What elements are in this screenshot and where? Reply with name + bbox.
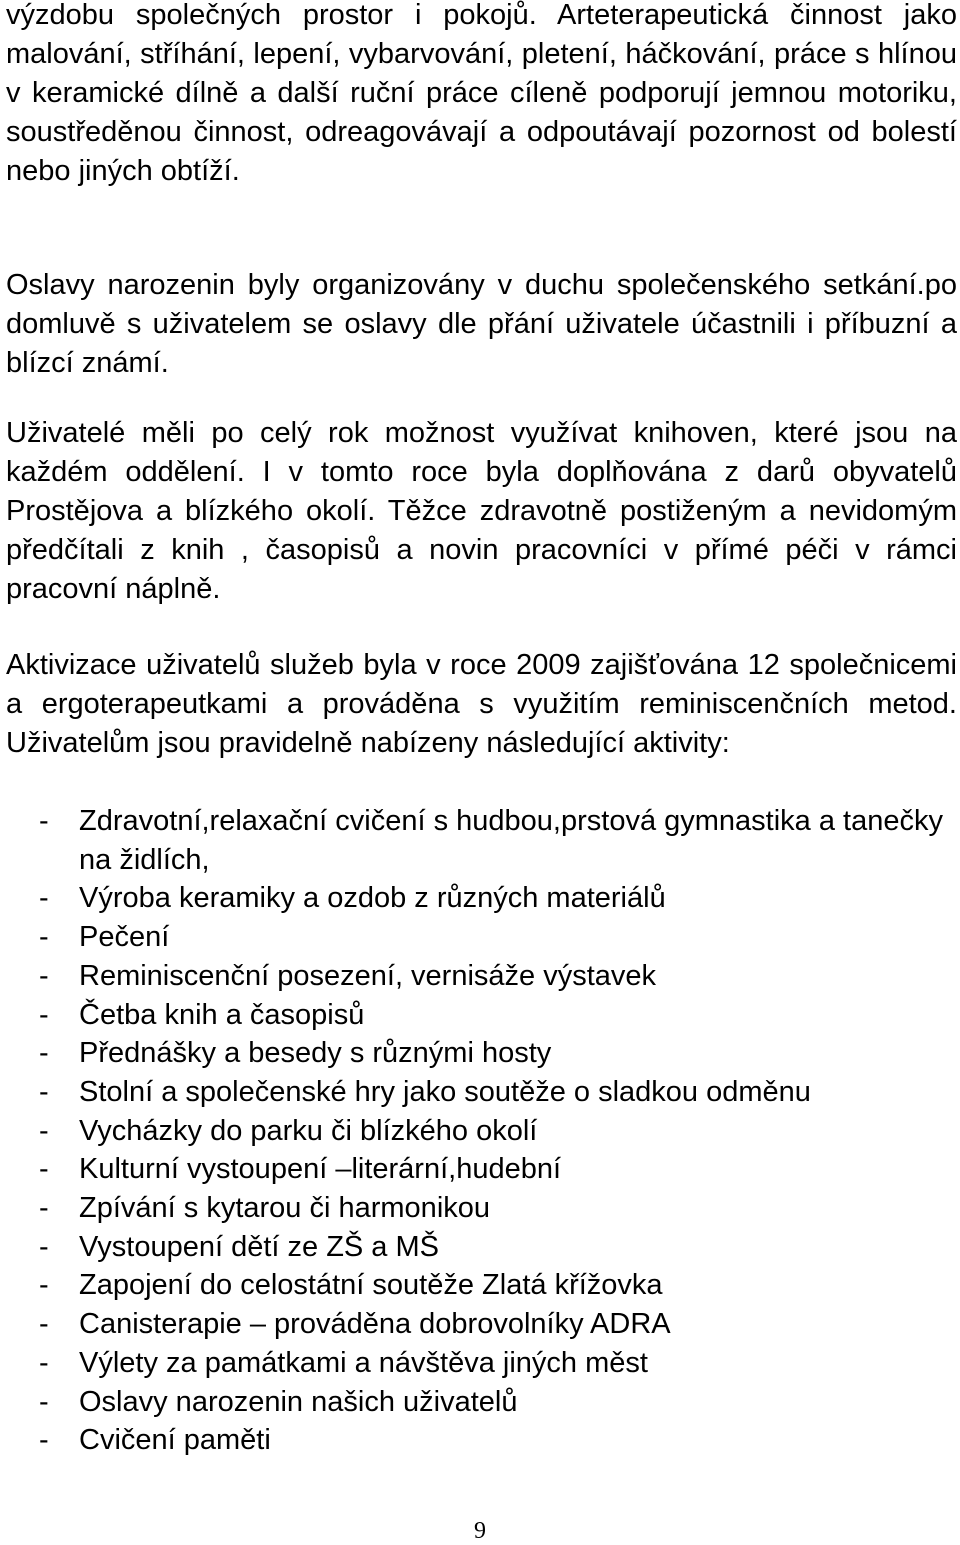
list-item — [6, 957, 957, 996]
list-item-text: Vystoupení dětí ze ZŠ a MŠ — [79, 1230, 439, 1263]
list-item — [6, 879, 957, 918]
list-item — [6, 918, 957, 957]
list-dash: - — [39, 805, 49, 837]
list-item — [6, 1266, 957, 1305]
list-item-text: Četba knih a časopisů — [79, 998, 365, 1031]
list-item-text: Výroba keramiky a ozdob z různých materiálů — [79, 882, 666, 915]
list-item-text: Oslavy narozenin našich uživatelů — [79, 1385, 518, 1418]
list-item-text: Vycházky do parku či blízkého okolí — [79, 1114, 538, 1147]
list-item — [6, 1034, 957, 1073]
list-item — [6, 996, 957, 1035]
list-item-text: Pečení — [79, 921, 170, 954]
list-dash: - — [39, 1424, 49, 1457]
list-dash: - — [39, 882, 49, 915]
list-item — [6, 1228, 957, 1267]
list-dash: - — [39, 1346, 49, 1379]
list-dash: - — [39, 1114, 49, 1147]
list-dash: - — [39, 1308, 49, 1341]
paragraph-birthday-celebrations: Oslavy narozenin byly organizovány v duchu společenského setkání.po domluvě s uživatelem se oslavy dle přání uživatele účastnili i příbuzní a blízcí známí. — [6, 269, 957, 379]
list-item-text: Reminiscenční posezení, vernisáže výstavek — [79, 959, 657, 992]
list-dash: - — [39, 1192, 49, 1225]
paragraph-activation: Aktivizace uživatelů služeb byla v roce 2009 zajišťována 12 společnicemi a ergoterapeutkami a prováděna s využitím reminiscenčních metod. Uživatelům jsou pravidelně nabízeny následující aktivity: — [6, 649, 957, 759]
list-dash: - — [39, 1230, 49, 1263]
list-item — [6, 1344, 957, 1383]
list-item-text: Přednášky a besedy s různými hosty — [79, 1037, 552, 1070]
list-dash: - — [39, 1037, 49, 1070]
list-item-text: Zdravotní,relaxační cvičení s hudbou,prstová gymnastika a tanečky na židlích, — [79, 805, 943, 876]
activity-list — [6, 802, 957, 1460]
page-number: 9 — [474, 1518, 486, 1544]
list-item-text: Kulturní vystoupení –literární,hudební — [79, 1153, 562, 1186]
list-item — [6, 1189, 957, 1228]
list-item-text: Výlety za památkami a návštěva jiných měst — [79, 1346, 648, 1379]
list-item-text: Zpívání s kytarou či harmonikou — [79, 1192, 491, 1225]
list-item — [6, 1383, 957, 1422]
list-dash: - — [39, 921, 49, 954]
list-item — [6, 1150, 957, 1189]
list-item-text: Canisterapie – prováděna dobrovolníky ADRA — [79, 1308, 671, 1341]
list-item — [6, 1305, 957, 1344]
list-dash: - — [39, 959, 49, 992]
paragraph-art-therapy: výzdobu společných prostor i pokojů. Arteterapeutická činnost jako malování, stříhání, lepení, vybarvování, pletení, háčkování, práce s hlínou v keramické dílně a další ruční práce cíleně podporují jemnou motoriku, soustředěnou činnost, odreagovávají a odpoutávají pozornost od bolestí nebo jiných obtíží. — [6, 0, 957, 187]
list-item-text: Stolní a společenské hry jako soutěže o sladkou odměnu — [79, 1075, 811, 1108]
list-dash: - — [39, 1075, 49, 1108]
list-dash: - — [39, 998, 49, 1031]
list-dash: - — [39, 1269, 49, 1302]
list-item — [6, 802, 957, 879]
list-item-text: Cvičení paměti — [79, 1424, 271, 1457]
list-item — [6, 1421, 957, 1460]
list-dash: - — [39, 1153, 49, 1186]
list-item — [6, 1073, 957, 1112]
list-item — [6, 1112, 957, 1151]
list-item-text: Zapojení do celostátní soutěže Zlatá křížovka — [79, 1269, 663, 1302]
paragraph-libraries: Uživatelé měli po celý rok možnost využívat knihoven, které jsou na každém oddělení. I v tomto roce byla doplňována z darů obyvatelů Prostějova a blízkého okolí. Těžce zdravotně postiženým a nevidomým předčítali z knih , časopisů a novin pracovníci v přímé péči v rámci pracovní náplně. — [6, 417, 957, 605]
list-dash: - — [39, 1385, 49, 1418]
